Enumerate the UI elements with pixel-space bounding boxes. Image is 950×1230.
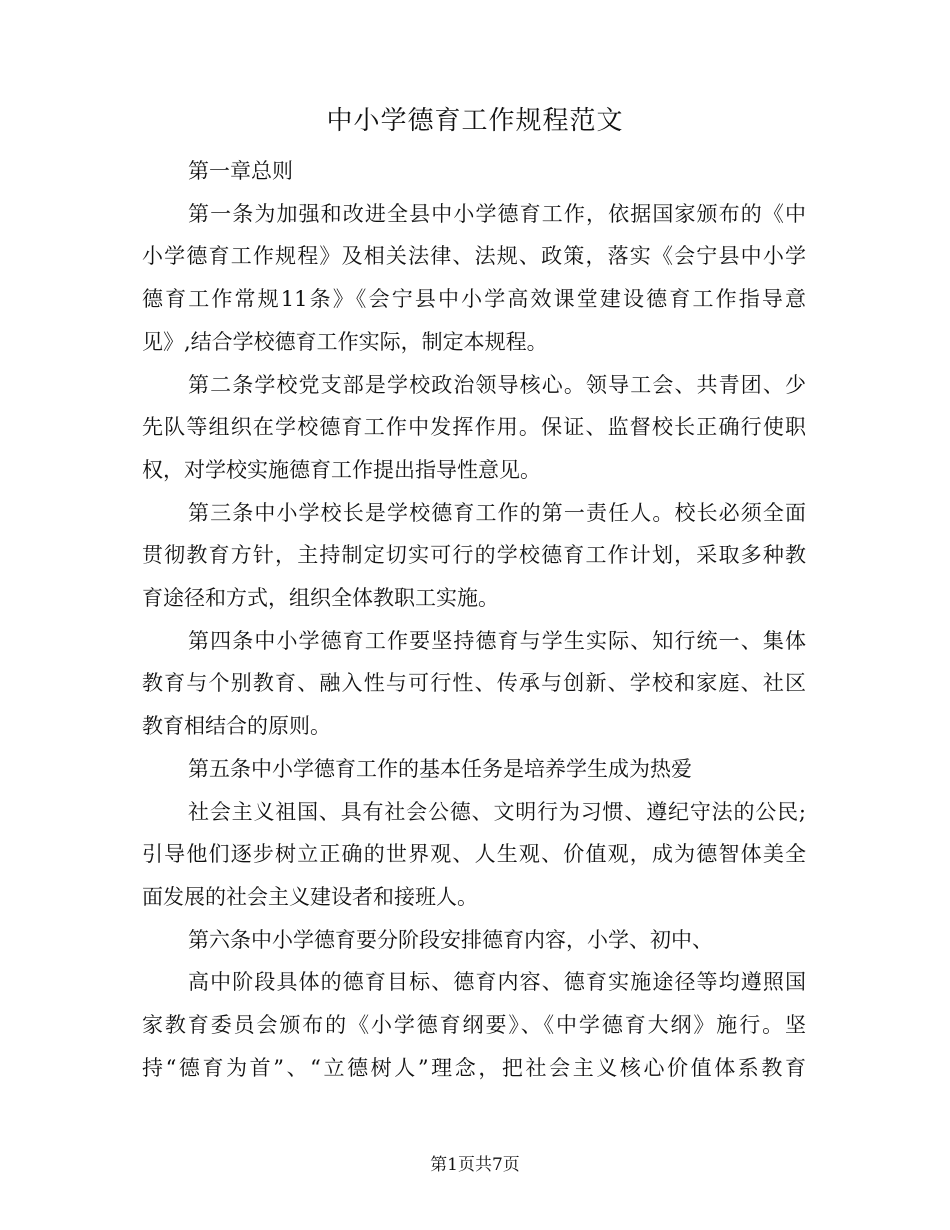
paragraph-line: 第二条学校党支部是学校政治领导核心。领导工会、共青团、少 [188, 372, 806, 397]
document-body [142, 150, 806, 1089]
paragraph-line: 第四条中小学德育工作要坚持德育与学生实际、知行统一、集体 [188, 628, 806, 653]
paragraph-line: 家教育委员会颁布的《小学德育纲要》、《中学德育大纲》施行。坚 [142, 1013, 806, 1038]
paragraph-line: 贯彻教育方针，主持制定切实可行的学校德育工作计划，采取多种教 [142, 543, 806, 568]
paragraph-line: 第三条中小学校长是学校德育工作的第一责任人。校长必须全面 [188, 500, 806, 525]
paragraph-line: 教育与个别教育、融入性与可行性、传承与创新、学校和家庭、社区 [142, 671, 806, 696]
paragraph-line: 面发展的社会主义建设者和接班人。 [142, 884, 478, 909]
paragraph-line: 见》,结合学校德育工作实际，制定本规程。 [142, 329, 548, 354]
paragraph-line: 育途径和方式，组织全体教职工实施。 [142, 586, 499, 611]
paragraph-line: 先队等组织在学校德育工作中发挥作用。保证、监督校长正确行使职 [142, 415, 806, 440]
paragraph-line: 权，对学校实施德育工作提出指导性意见。 [142, 457, 541, 482]
paragraph-line: 引导他们逐步树立正确的世界观、人生观、价值观，成为德智体美全 [142, 842, 806, 867]
paragraph-line: 高中阶段具体的德育目标、德育内容、德育实施途径等均遵照国 [188, 970, 806, 995]
paragraph-line: 小学德育工作规程》及相关法律、法规、政策，落实《会宁县中小学 [142, 244, 806, 269]
paragraph-line: 社会主义祖国、具有社会公德、文明行为习惯、遵纪守法的公民; [188, 799, 806, 824]
paragraph-line: 德育工作常规11条》《会宁县中小学高效课堂建设德育工作指导意 [142, 287, 806, 312]
paragraph-line: 第五条中小学德育工作的基本任务是培养学生成为热爱 [188, 756, 692, 781]
paragraph-line: 持“德育为首”、“立德树人”理念，把社会主义核心价值体系教育 [142, 1055, 806, 1080]
paragraph-line: 教育相结合的原则。 [142, 714, 331, 739]
document-title: 中小学德育工作规程范文 [326, 106, 624, 136]
page-number-footer: 第1页共7页 [430, 1155, 520, 1175]
paragraph-line: 第一条为加强和改进全县中小学德育工作，依据国家颁布的《中 [188, 201, 806, 226]
paragraph-line: 第六条中小学德育要分阶段安排德育内容，小学、初中、 [188, 927, 713, 952]
chapter-heading: 第一章总则 [188, 159, 293, 183]
